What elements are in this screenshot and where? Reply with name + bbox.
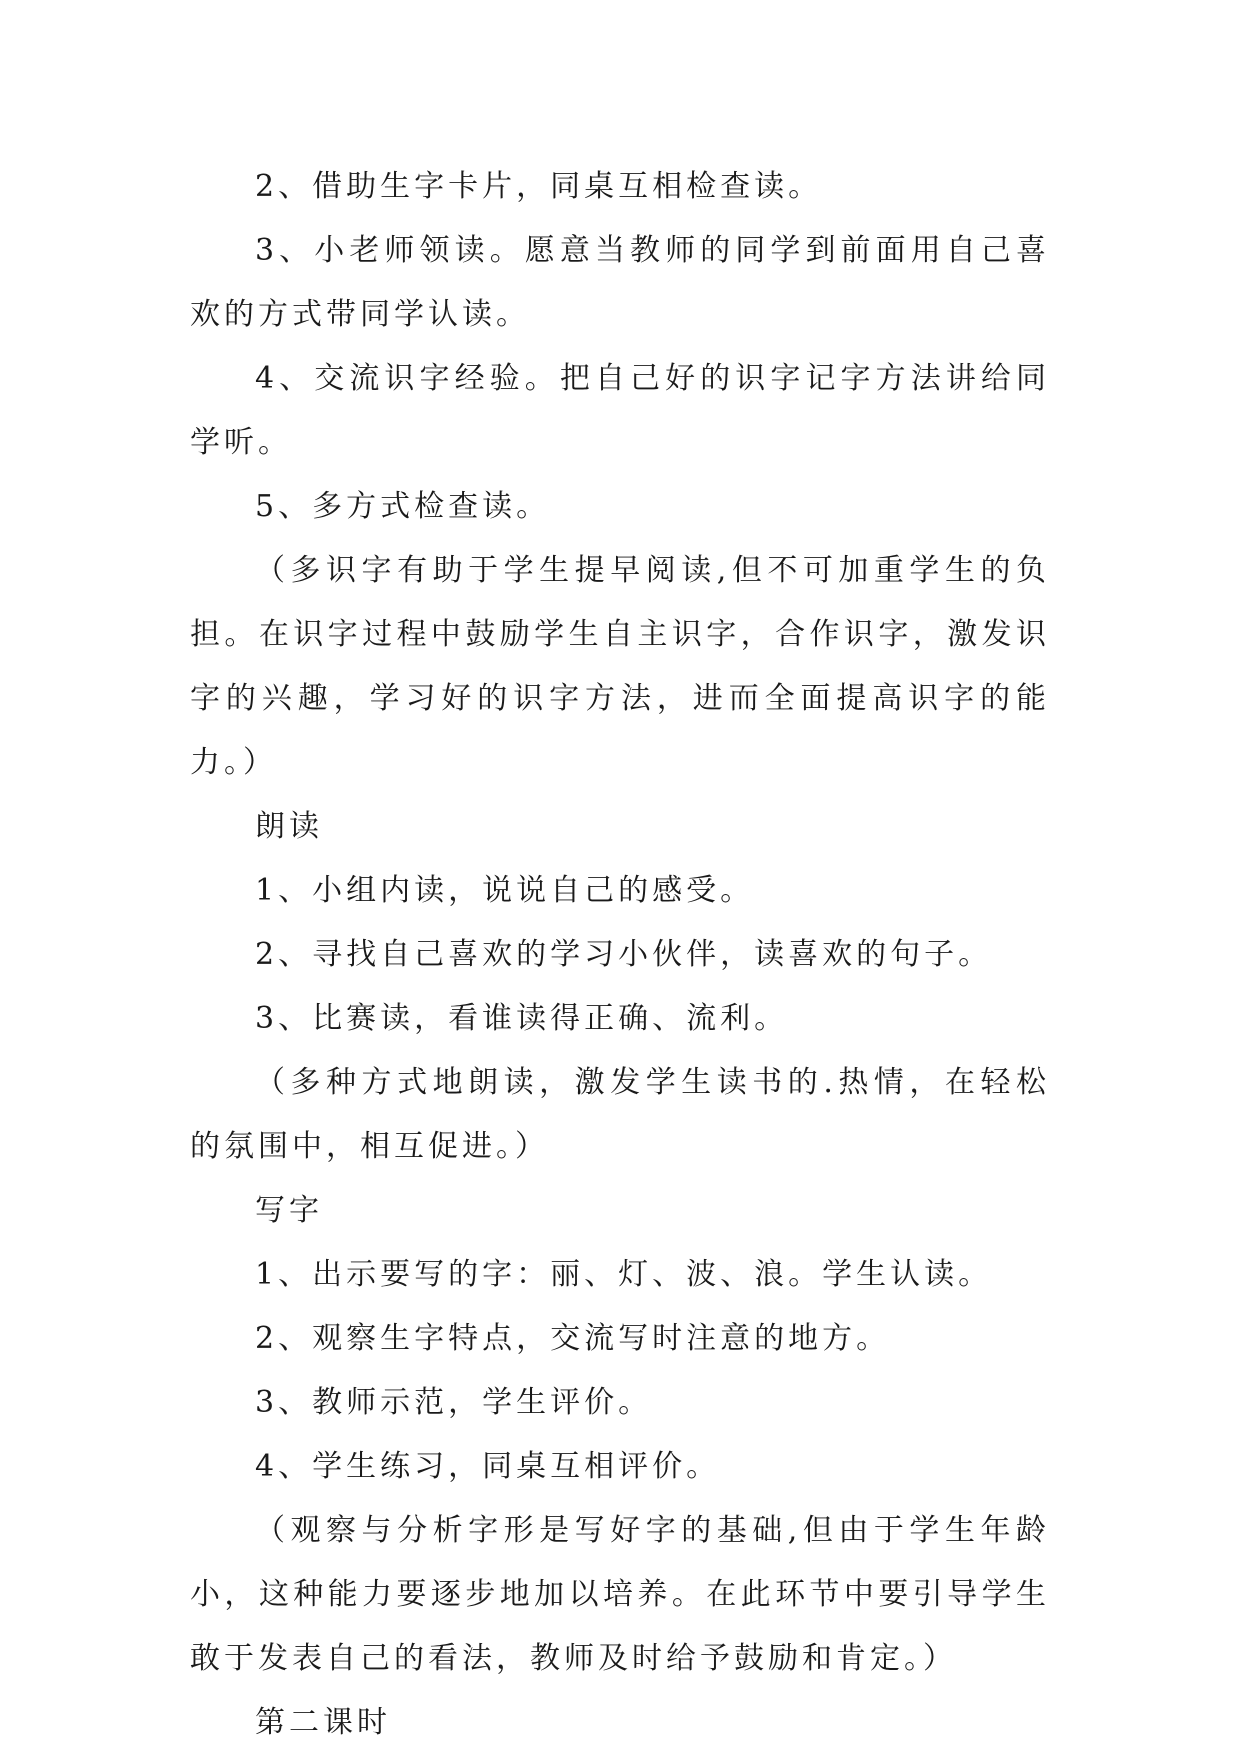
section-heading-second-lesson: 第二课时 bbox=[255, 1705, 391, 1740]
note-reading: （多种方式地朗读，激发学生读书的.热情，在轻松的氛围中，相互促进。） bbox=[190, 1065, 1050, 1164]
step-observe-features: 2、观察生字特点，交流写时注意的地方。 bbox=[255, 1321, 891, 1356]
step-group-read: 1、小组内读，说说自己的感受。 bbox=[255, 873, 755, 908]
section-heading-writing: 写字 bbox=[255, 1193, 323, 1228]
step-teacher-demo: 3、教师示范，学生评价。 bbox=[255, 1385, 653, 1420]
step-share-experience: 4、交流识字经验。把自己好的识字记字方法讲给同学听。 bbox=[190, 361, 1050, 460]
note-literacy: （多识字有助于学生提早阅读,但不可加重学生的负担。在识字过程中鼓励学生自主识字，合作识字，激发识字的兴趣，学习好的识字方法，进而全面提高识字的能力。） bbox=[190, 553, 1050, 780]
step-find-partner: 2、寻找自己喜欢的学习小伙伴，读喜欢的句子。 bbox=[255, 937, 993, 972]
section-heading-reading: 朗读 bbox=[255, 809, 323, 844]
step-student-practice: 4、学生练习，同桌互相评价。 bbox=[255, 1449, 721, 1484]
note-writing: （观察与分析字形是写好字的基础,但由于学生年龄小，这种能力要逐步地加以培养。在此环节中要引导学生敢于发表自己的看法，教师及时给予鼓励和肯定。） bbox=[190, 1513, 1050, 1676]
step-contest-read: 3、比赛读，看谁读得正确、流利。 bbox=[255, 1001, 789, 1036]
step-little-teacher: 3、小老师领读。愿意当教师的同学到前面用自己喜欢的方式带同学认读。 bbox=[190, 233, 1050, 332]
step-check-with-cards: 2、借助生字卡片，同桌互相检查读。 bbox=[255, 169, 823, 204]
step-multi-check: 5、多方式检查读。 bbox=[255, 489, 551, 524]
document-body bbox=[190, 155, 1050, 1755]
step-show-characters: 1、出示要写的字：丽、灯、波、浪。学生认读。 bbox=[255, 1257, 993, 1292]
